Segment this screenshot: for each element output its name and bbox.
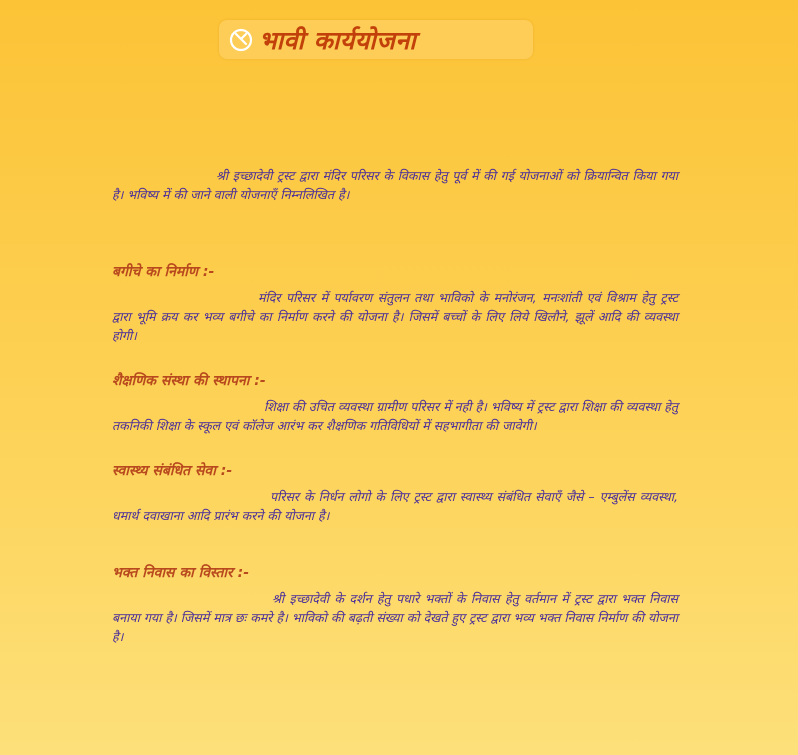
section-body: मंदिर परिसर में पर्यावरण संतुलन तथा भाविको के मनोरंजन, मनःशांती एवं विश्राम हेतु ट्रस्ट द्वारा भूमि क्रय कर भव्य बगीचे का निर्माण करने की योजना है। जिसमें बच्चों के लिए लिये खिलौने, झूलें आदि की व्यवस्था होगी। bbox=[112, 290, 678, 343]
section-garden bbox=[112, 262, 678, 345]
content-area bbox=[112, 166, 678, 646]
intro-text: श्री इच्छादेवी ट्रस्ट द्वारा मंदिर परिसर के विकास हेतु पूर्व में की गई योजनाओं को क्रियान्वित किया गया है। भविष्य में की जाने वाली योजनाएँ निम्नलिखित है। bbox=[112, 168, 678, 202]
section-health bbox=[112, 461, 678, 525]
section-body: श्री इच्छादेवी के दर्शन हेतु पधारे भक्तों के निवास हेतु वर्तमान में ट्रस्ट द्वारा भक्त निवास बनाया गया है। जिसमें मात्र छः कमरे है। भाविको की बढ़ती संख्या को देखते हुए ट्रस्ट द्वारा भव्य भक्त निवास निर्माण की योजना है। bbox=[112, 591, 678, 644]
section-heading: बगीचे का निर्माण :- bbox=[112, 264, 215, 280]
section-education bbox=[112, 371, 678, 435]
section-devotee-housing bbox=[112, 563, 678, 646]
section-body: शिक्षा की उचित व्यवस्था ग्रामीण परिसर में नही है। भविष्य में ट्रस्ट द्वारा शिक्षा की व्यवस्था हेतु तकनिकी शिक्षा के स्कूल एवं कॉलेज आरंभ कर शैक्षणिक गतिविधियों में सहभागीता की जावेगी। bbox=[112, 399, 678, 433]
section-body: परिसर के निर्धन लोगो के लिए ट्रस्ट द्वारा स्वास्थ्य संबंधित सेवाएँ जैसे – एम्बुलेंस व्यवस्था, धमार्थ दवाखाना आदि प्रारंभ करने की योजना है। bbox=[112, 489, 678, 523]
intro-paragraph bbox=[112, 166, 678, 204]
section-heading: स्वास्थ्य संबंधित सेवा :- bbox=[112, 463, 233, 479]
section-heading: शैक्षणिक संस्था की स्थापना :- bbox=[112, 373, 266, 389]
flag-emblem-icon bbox=[229, 28, 253, 52]
section-heading: भक्त निवास का विस्तार :- bbox=[112, 565, 250, 581]
page-title: भावी कार्ययोजना bbox=[259, 25, 417, 55]
title-banner bbox=[219, 20, 533, 59]
